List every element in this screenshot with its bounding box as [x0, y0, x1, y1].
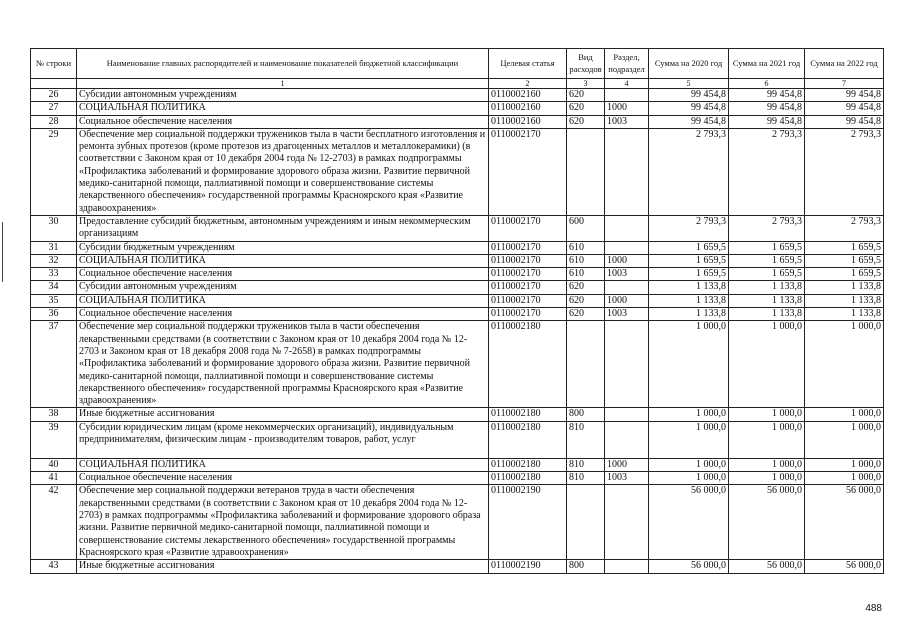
row-target-code: 0110002170 [489, 215, 567, 241]
header-razdel: Раздел, подраздел [605, 49, 649, 79]
table-row [31, 215, 884, 241]
header-row [31, 49, 884, 79]
index-cell [31, 79, 77, 89]
table-row [31, 89, 884, 102]
row-name: Обеспечение мер социальной поддержки ветеранов труда в части обеспечения лекарственными средствами (в соответствии с Законом края от 10 декабря 2004 года № 12-2703) в рамках подпрограммы «Профилактика заболеваний и формирование здорового образа жизни. Развитие первичной медико-санитарной помощи, паллиативной помощи и совершенствование системы лекарственного обеспечения» государственной программы Красноярского края «Развитие здравоохранения» [77, 485, 489, 560]
row-razdel [605, 241, 649, 254]
row-target-code: 0110002160 [489, 89, 567, 102]
row-sum-2021: 1 000,0 [729, 421, 805, 458]
row-sum-2020: 1 000,0 [649, 408, 729, 421]
row-vid: 620 [567, 115, 605, 128]
row-sum-2020: 56 000,0 [649, 560, 729, 573]
row-vid: 620 [567, 308, 605, 321]
index-row [31, 79, 884, 89]
row-target-code: 0110002180 [489, 421, 567, 458]
row-number: 28 [31, 115, 77, 128]
row-number: 37 [31, 321, 77, 408]
row-sum-2021: 56 000,0 [729, 485, 805, 560]
table-row [31, 268, 884, 281]
row-number: 39 [31, 421, 77, 458]
row-sum-2022: 99 454,8 [805, 89, 884, 102]
row-sum-2021: 1 133,8 [729, 294, 805, 307]
row-sum-2020: 1 133,8 [649, 281, 729, 294]
row-sum-2021: 1 659,5 [729, 241, 805, 254]
row-sum-2020: 2 793,3 [649, 215, 729, 241]
row-sum-2020: 1 000,0 [649, 458, 729, 471]
row-name: СОЦИАЛЬНАЯ ПОЛИТИКА [77, 458, 489, 471]
row-sum-2022: 99 454,8 [805, 102, 884, 115]
row-number: 29 [31, 128, 77, 215]
row-name: СОЦИАЛЬНАЯ ПОЛИТИКА [77, 102, 489, 115]
row-target-code: 0110002170 [489, 308, 567, 321]
row-name: СОЦИАЛЬНАЯ ПОЛИТИКА [77, 294, 489, 307]
row-vid: 810 [567, 458, 605, 471]
table-row [31, 421, 884, 458]
row-vid: 810 [567, 421, 605, 458]
row-number: 38 [31, 408, 77, 421]
row-sum-2021: 1 133,8 [729, 308, 805, 321]
row-name: Обеспечение мер социальной поддержки тружеников тыла в части обеспечения лекарственными средствами (в соответствии с Законом края от 10 декабря 2004 года № 12-2703 и Законом края от 18 декабря 2008 года № 7-2658) в рамках подпрограммы «Профилактика заболеваний и формирование здорового образа жизни. Развитие первичной медико-санитарной помощи, паллиативной помощи и совершенствование системы лекарственного обеспечения» государственной программы Красноярского края «Развитие здравоохранения» [77, 321, 489, 408]
row-sum-2022: 99 454,8 [805, 115, 884, 128]
row-target-code: 0110002170 [489, 128, 567, 215]
row-target-code: 0110002160 [489, 102, 567, 115]
table-row [31, 128, 884, 215]
row-sum-2021: 99 454,8 [729, 89, 805, 102]
row-name: Субсидии юридическим лицам (кроме некоммерческих организаций), индивидуальным предпринимателям, физическим лицам - производителям товаров, работ, услуг [77, 421, 489, 458]
index-cell: 4 [605, 79, 649, 89]
row-sum-2020: 1 000,0 [649, 421, 729, 458]
row-sum-2021: 1 659,5 [729, 254, 805, 267]
row-sum-2022: 1 000,0 [805, 321, 884, 408]
row-name: Социальное обеспечение населения [77, 308, 489, 321]
table-row [31, 102, 884, 115]
row-vid: 620 [567, 281, 605, 294]
table-row [31, 485, 884, 560]
row-vid: 620 [567, 294, 605, 307]
row-sum-2022: 56 000,0 [805, 560, 884, 573]
budget-table [30, 48, 884, 574]
index-cell: 1 [77, 79, 489, 89]
row-razdel [605, 421, 649, 458]
header-sum-2020: Сумма на 2020 год [649, 49, 729, 79]
row-vid: 810 [567, 472, 605, 485]
row-target-code: 0110002180 [489, 458, 567, 471]
row-vid: 610 [567, 254, 605, 267]
row-sum-2022: 1 133,8 [805, 308, 884, 321]
row-sum-2022: 2 793,3 [805, 128, 884, 215]
row-vid [567, 485, 605, 560]
header-row-no: № строки [31, 49, 77, 79]
row-target-code: 0110002180 [489, 321, 567, 408]
row-sum-2022: 1 659,5 [805, 254, 884, 267]
row-name: Социальное обеспечение населения [77, 472, 489, 485]
row-razdel [605, 89, 649, 102]
row-sum-2022: 1 000,0 [805, 421, 884, 458]
row-target-code: 0110002180 [489, 408, 567, 421]
table-row [31, 115, 884, 128]
row-target-code: 0110002160 [489, 115, 567, 128]
row-target-code: 0110002170 [489, 254, 567, 267]
row-sum-2022: 1 659,5 [805, 241, 884, 254]
row-sum-2020: 1 000,0 [649, 321, 729, 408]
row-target-code: 0110002190 [489, 560, 567, 573]
row-number: 35 [31, 294, 77, 307]
row-sum-2022: 1 133,8 [805, 294, 884, 307]
row-sum-2021: 2 793,3 [729, 215, 805, 241]
row-sum-2022: 2 793,3 [805, 215, 884, 241]
row-name: Иные бюджетные ассигнования [77, 408, 489, 421]
row-number: 41 [31, 472, 77, 485]
row-razdel [605, 128, 649, 215]
header-target: Целевая статья [489, 49, 567, 79]
row-sum-2021: 1 659,5 [729, 268, 805, 281]
row-sum-2021: 1 000,0 [729, 472, 805, 485]
index-cell: 5 [649, 79, 729, 89]
table-row [31, 254, 884, 267]
row-target-code: 0110002180 [489, 472, 567, 485]
row-sum-2020: 1 133,8 [649, 308, 729, 321]
row-name: Предоставление субсидий бюджетным, автономным учреждениям и иным некоммерческим организациям [77, 215, 489, 241]
row-vid: 800 [567, 408, 605, 421]
row-razdel [605, 408, 649, 421]
row-sum-2020: 1 000,0 [649, 472, 729, 485]
table-row [31, 408, 884, 421]
row-number: 36 [31, 308, 77, 321]
row-sum-2021: 1 000,0 [729, 458, 805, 471]
row-target-code: 0110002170 [489, 281, 567, 294]
row-vid: 610 [567, 241, 605, 254]
row-sum-2021: 99 454,8 [729, 115, 805, 128]
row-number: 34 [31, 281, 77, 294]
row-name: Субсидии автономным учреждениям [77, 281, 489, 294]
row-razdel: 1000 [605, 294, 649, 307]
row-number: 42 [31, 485, 77, 560]
header-name: Наименование главных распорядителей и наименование показателей бюджетной классификации [77, 49, 489, 79]
table-row [31, 308, 884, 321]
row-name: Обеспечение мер социальной поддержки тружеников тыла в части бесплатного изготовления и ремонта зубных протезов (кроме протезов из драгоценных металлов и металлокерамики) (в соответствии с Законом края от 10 декабря 2004 года № 12-2703) в рамках подпрограммы «Профилактика заболеваний и формирование здорового образа жизни. Развитие первичной медико-санитарной помощи, паллиативной помощи и совершенствование системы лекарственного обеспечения» государственной программы Красноярского края «Развитие здравоохранения» [77, 128, 489, 215]
row-number: 27 [31, 102, 77, 115]
row-number: 33 [31, 268, 77, 281]
row-target-code: 0110002170 [489, 241, 567, 254]
table-row [31, 294, 884, 307]
row-vid: 620 [567, 89, 605, 102]
row-razdel [605, 485, 649, 560]
row-name: Субсидии автономным учреждениям [77, 89, 489, 102]
row-razdel: 1003 [605, 115, 649, 128]
row-sum-2020: 99 454,8 [649, 102, 729, 115]
row-razdel [605, 215, 649, 241]
row-vid: 620 [567, 102, 605, 115]
row-sum-2020: 1 659,5 [649, 241, 729, 254]
row-number: 30 [31, 215, 77, 241]
row-razdel [605, 560, 649, 573]
row-vid: 610 [567, 268, 605, 281]
index-cell: 3 [567, 79, 605, 89]
row-target-code: 0110002170 [489, 268, 567, 281]
row-sum-2021: 2 793,3 [729, 128, 805, 215]
row-sum-2021: 1 133,8 [729, 281, 805, 294]
row-number: 26 [31, 89, 77, 102]
row-target-code: 0110002190 [489, 485, 567, 560]
row-sum-2020: 56 000,0 [649, 485, 729, 560]
row-vid [567, 128, 605, 215]
table-row [31, 472, 884, 485]
page-number: 488 [865, 603, 882, 614]
row-target-code: 0110002170 [489, 294, 567, 307]
row-name: Социальное обеспечение населения [77, 115, 489, 128]
row-sum-2021: 1 000,0 [729, 408, 805, 421]
table-row [31, 241, 884, 254]
row-vid: 600 [567, 215, 605, 241]
index-cell: 2 [489, 79, 567, 89]
row-razdel: 1000 [605, 458, 649, 471]
row-sum-2022: 1 659,5 [805, 268, 884, 281]
row-razdel: 1003 [605, 268, 649, 281]
row-sum-2020: 1 659,5 [649, 268, 729, 281]
row-sum-2022: 1 133,8 [805, 281, 884, 294]
header-vid: Вид расходов [567, 49, 605, 79]
row-razdel: 1000 [605, 102, 649, 115]
row-number: 40 [31, 458, 77, 471]
row-number: 43 [31, 560, 77, 573]
row-vid: 800 [567, 560, 605, 573]
row-sum-2020: 1 659,5 [649, 254, 729, 267]
row-razdel: 1003 [605, 472, 649, 485]
row-sum-2020: 2 793,3 [649, 128, 729, 215]
header-sum-2021: Сумма на 2021 год [729, 49, 805, 79]
row-razdel: 1000 [605, 254, 649, 267]
row-sum-2020: 99 454,8 [649, 115, 729, 128]
row-number: 32 [31, 254, 77, 267]
row-name: Социальное обеспечение населения [77, 268, 489, 281]
row-sum-2022: 1 000,0 [805, 472, 884, 485]
row-number: 31 [31, 241, 77, 254]
row-sum-2021: 1 000,0 [729, 321, 805, 408]
index-cell: 6 [729, 79, 805, 89]
row-sum-2022: 1 000,0 [805, 458, 884, 471]
row-name: Субсидии бюджетным учреждениям [77, 241, 489, 254]
row-razdel [605, 281, 649, 294]
table-row [31, 281, 884, 294]
row-razdel: 1003 [605, 308, 649, 321]
table-row [31, 321, 884, 408]
row-sum-2020: 99 454,8 [649, 89, 729, 102]
row-sum-2022: 56 000,0 [805, 485, 884, 560]
margin-line [2, 222, 3, 282]
row-sum-2021: 99 454,8 [729, 102, 805, 115]
row-name: Иные бюджетные ассигнования [77, 560, 489, 573]
index-cell: 7 [805, 79, 884, 89]
table-row [31, 560, 884, 573]
row-sum-2020: 1 133,8 [649, 294, 729, 307]
header-sum-2022: Сумма на 2022 год [805, 49, 884, 79]
row-name: СОЦИАЛЬНАЯ ПОЛИТИКА [77, 254, 489, 267]
row-vid [567, 321, 605, 408]
row-sum-2022: 1 000,0 [805, 408, 884, 421]
row-razdel [605, 321, 649, 408]
row-sum-2021: 56 000,0 [729, 560, 805, 573]
table-row [31, 458, 884, 471]
